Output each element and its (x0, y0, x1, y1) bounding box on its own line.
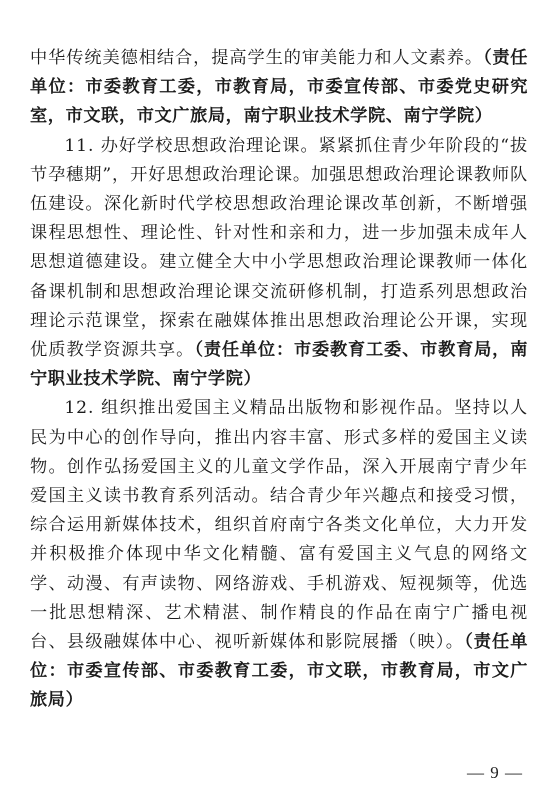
responsibility-units: （责任单位：市委教育工委，市教育局，市委宣传部、市委党史研究室，市文联，市文广旅局，南宁职业技术学院、南宁学院） (30, 48, 528, 127)
paragraph-text: 中华传统美德相结合，提高学生的审美能力和人文素养。 (30, 48, 484, 68)
paragraph-text: 11. 办好学校思想政治理论课。紧紧抓住青少年阶段的“拔节孕穗期”，开好思想政治理论课。加强思想政治理论课教师队伍建设。深化新时代学校思想政治理论课改革创新，不断增强课程思想性、理论性、针对性和亲和力，进一步加强未成年人思想道德建设。建立健全大中小学思想政治理论课教师一体化备课机制和思想政治理论课交流研修机制，打造系列思想政治理论示范课堂，探索在融媒体推出思想政治理论公开课，实现优质教学资源共享。 (30, 135, 528, 361)
page-number: — 9 — (467, 763, 523, 782)
paragraph-continuation (30, 44, 528, 132)
document-body (30, 44, 528, 716)
paragraph-text: 12. 组织推出爱国主义精品出版物和影视作品。坚持以人民为中心的创作导向，推出内容丰富、形式多样的爱国主义读物。创作弘扬爱国主义的儿童文学作品，深入开展南宁青少年爱国主义读书教育系列活动。结合青少年兴趣点和接受习惯，综合运用新媒体技术，组织首府南宁各类文化单位，大力开发并积极推介体现中华文化精髓、富有爱国主义气息的网络文学、动漫、有声读物、网络游戏、手机游戏、短视频等，优选一批思想精深、艺术精湛、制作精良的作品在南宁广播电视台、县级融媒体中心、视听新媒体和影院展播（映）。 (30, 398, 528, 653)
paragraph-item-12 (30, 394, 528, 715)
responsibility-units: （责任单位：市委教育工委、市教育局，南宁职业技术学院、南宁学院） (30, 340, 528, 390)
paragraph-item-11 (30, 132, 528, 395)
responsibility-units: （责任单位：市委宣传部、市委教育工委，市文联，市教育局，市文广旅局） (30, 632, 528, 711)
